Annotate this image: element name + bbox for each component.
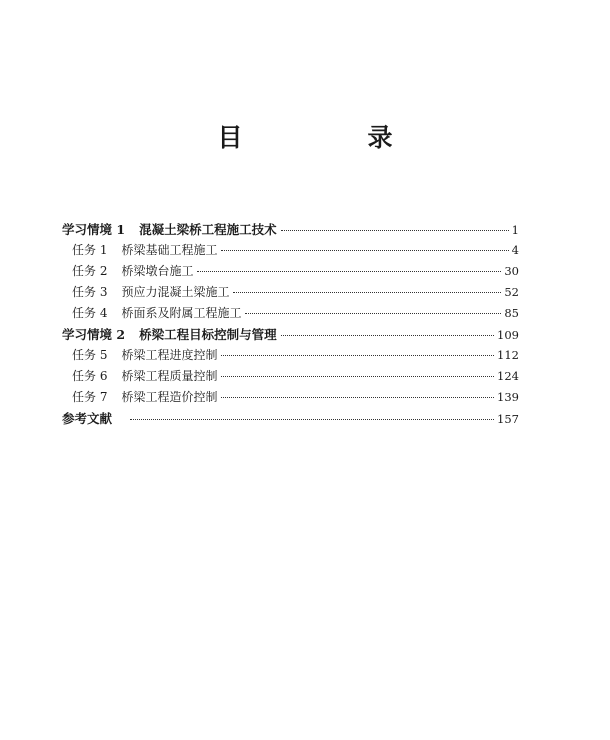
dot-leader bbox=[281, 230, 509, 231]
toc-entry-task-5[interactable] bbox=[62, 345, 519, 366]
toc-entry-title: 桥梁工程进度控制 bbox=[121, 348, 218, 362]
toc-entry-page: 124 bbox=[497, 369, 519, 383]
toc-entry-chapter-1[interactable] bbox=[62, 219, 519, 240]
dot-leader bbox=[221, 250, 508, 251]
toc-entry-title: 桥梁工程目标控制与管理 bbox=[139, 327, 277, 342]
dot-leader bbox=[281, 335, 494, 336]
toc-entry-task-2[interactable] bbox=[62, 261, 519, 282]
dot-leader bbox=[221, 397, 494, 398]
dot-leader bbox=[233, 292, 501, 293]
toc-entry-title: 桥梁工程造价控制 bbox=[121, 390, 218, 404]
dot-leader bbox=[221, 376, 494, 377]
dot-leader bbox=[197, 271, 501, 272]
toc-entry-task-1[interactable] bbox=[62, 240, 519, 261]
toc-entry-label: 任务 2 bbox=[72, 264, 108, 278]
toc-entry-label: 任务 4 bbox=[72, 306, 108, 320]
toc-entry-chapter-2[interactable] bbox=[62, 324, 519, 345]
toc-entry-page: 85 bbox=[504, 306, 519, 320]
toc-entry-page: 112 bbox=[497, 348, 519, 362]
toc-entry-label: 学习情境 1 bbox=[62, 222, 126, 237]
toc-entry-task-3[interactable] bbox=[62, 282, 519, 303]
toc-entry-label: 任务 7 bbox=[72, 390, 108, 404]
toc-entry-label: 任务 6 bbox=[72, 369, 108, 383]
toc-entry-page: 1 bbox=[511, 223, 519, 237]
toc-entry-title: 混凝土梁桥工程施工技术 bbox=[139, 222, 277, 237]
toc-entry-label: 任务 1 bbox=[72, 243, 108, 257]
dot-leader bbox=[245, 313, 501, 314]
table-of-contents bbox=[62, 219, 519, 429]
toc-entry-label: 任务 3 bbox=[72, 285, 108, 299]
toc-entry-title: 桥面系及附属工程施工 bbox=[121, 306, 242, 320]
toc-entry-page: 4 bbox=[511, 243, 519, 257]
toc-entry-page: 109 bbox=[497, 328, 519, 342]
toc-entry-page: 52 bbox=[504, 285, 519, 299]
toc-entry-label: 任务 5 bbox=[72, 348, 108, 362]
dot-leader bbox=[130, 419, 494, 420]
toc-entry-title: 桥梁工程质量控制 bbox=[121, 369, 218, 383]
toc-entry-label: 学习情境 2 bbox=[62, 327, 126, 342]
toc-entry-references[interactable] bbox=[62, 408, 519, 429]
toc-entry-page: 30 bbox=[504, 264, 519, 278]
toc-entry-page: 139 bbox=[497, 390, 519, 404]
dot-leader bbox=[221, 355, 494, 356]
toc-entry-title: 桥梁墩台施工 bbox=[121, 264, 194, 278]
page-title: 目 录 bbox=[217, 123, 443, 152]
toc-entry-task-4[interactable] bbox=[62, 303, 519, 324]
toc-entry-task-7[interactable] bbox=[62, 387, 519, 408]
toc-entry-task-6[interactable] bbox=[62, 366, 519, 387]
toc-entry-title: 预应力混凝土梁施工 bbox=[121, 285, 230, 299]
toc-entry-page: 157 bbox=[497, 412, 519, 426]
toc-entry-title: 桥梁基础工程施工 bbox=[121, 243, 218, 257]
toc-entry-title: 参考文献 bbox=[62, 411, 113, 426]
